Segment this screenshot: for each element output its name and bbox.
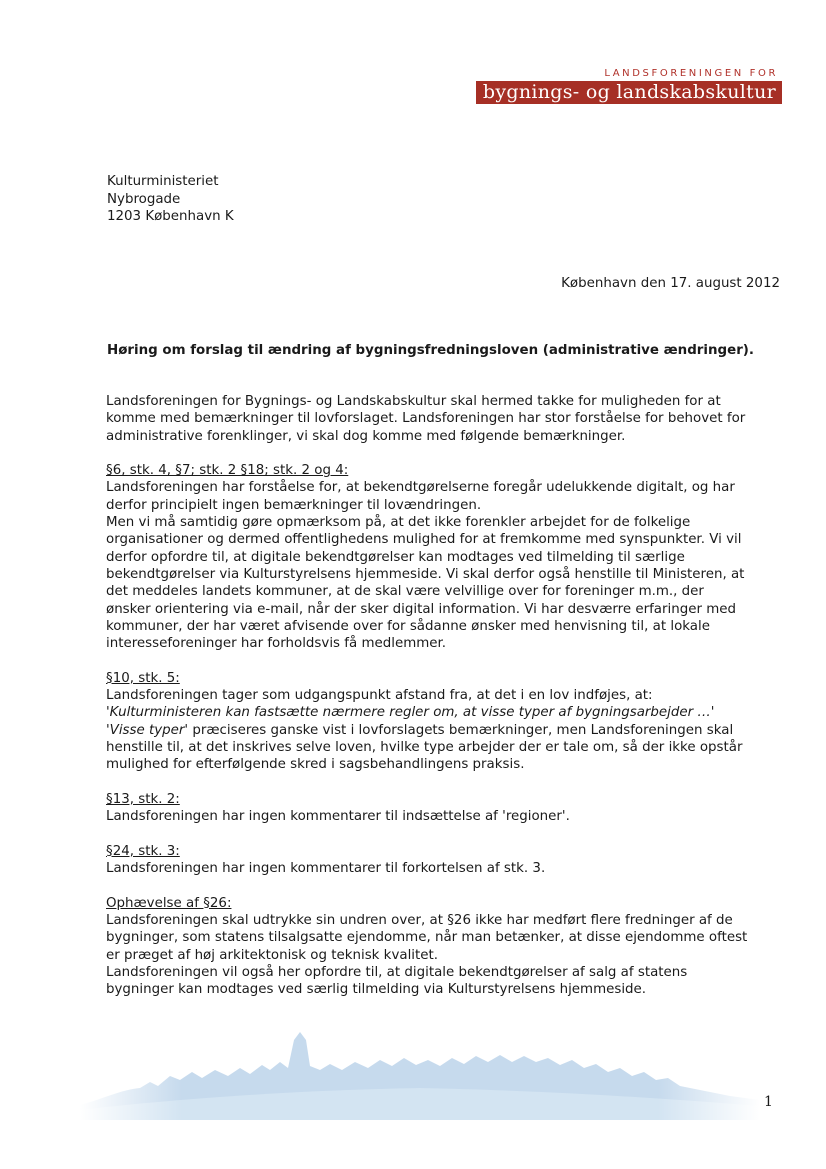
text-line: Landsforeningen for Bygnings- og Landskabskultur skal hermed takke for muligheden for at xyxy=(106,394,721,409)
text-line: komme med bemærkninger til lovforslaget. Landsforeningen har stor forståelse for behovet for xyxy=(106,411,746,427)
text-line: Landsforeningen har ingen kommentarer til forkortelsen af stk. 3. xyxy=(106,861,546,877)
section-24 xyxy=(106,843,786,878)
text-line: derfor opfordre til, at digitale bekendtgørelser kan modtages ved tilmelding til særlige xyxy=(106,549,685,565)
text-line: Landsforeningen tager som udgangspunkt afstand fra, at det i en lov indføjes, at: xyxy=(106,688,653,704)
text-line: derfor principielt ingen bemærkninger til lovændringen. xyxy=(106,497,482,513)
text-line: det meddeles landets kommuner, at de skal være velvillige over for foreninger m.m., der xyxy=(106,584,704,600)
text-line: er præget af høj arkitektonisk og teknisk kvalitet. xyxy=(106,947,439,963)
letter-body xyxy=(106,393,786,1016)
section-26 xyxy=(106,895,786,999)
letter-date: København den 17. august 2012 xyxy=(561,276,780,291)
text-line: Landsforeningen skal udtrykke sin undren over, at §26 ikke har medført flere fredninger af de xyxy=(106,912,733,928)
recipient-address xyxy=(107,173,234,226)
section-heading: §10, stk. 5: xyxy=(106,670,180,686)
section-heading: §13, stk. 2: xyxy=(106,791,180,807)
text-line: kommuner, der har været afvisende over for sådanne ønsker med henvisning til, at lokale xyxy=(106,618,710,634)
text-line: Men vi må samtidig gøre opmærksom på, at det ikke forenkler arbejdet for de folkelige xyxy=(106,515,691,531)
recipient-line: 1203 København K xyxy=(107,209,234,224)
text-line: ønsker orientering via e-mail, når der sker digital information. Vi har desværre erfaringer med xyxy=(106,601,737,617)
quote-line: 'Kulturministeren kan fastsætte nærmere regler om, at visse typer af bygningsarbejder …' xyxy=(106,705,715,721)
section-13 xyxy=(106,791,786,826)
text-line: Landsforeningen har forståelse for, at bekendtgørelserne foregår udelukkende digitalt, og har xyxy=(106,480,735,496)
section-heading: §24, stk. 3: xyxy=(106,843,180,859)
text-line: administrative forenklinger, vi skal dog komme med følgende bemærkninger. xyxy=(106,428,626,444)
text-line: organisationer og dermed offentlighedens mulighed for at fremkomme med synspunkter. Vi vil xyxy=(106,532,742,548)
letter-subject: Høring om forslag til ændring af bygningsfredningsloven (administrative ændringer). xyxy=(107,343,755,358)
text-line: mulighed for efterfølgende skred i sagsbehandlingens praksis. xyxy=(106,757,525,773)
text-line: Landsforeningen har ingen kommentarer til indsættelse af 'regioner'. xyxy=(106,809,570,825)
organization-logo xyxy=(482,68,782,108)
text-line: Landsforeningen vil også her opfordre til, at digitale bekendtgørelser af salg af statens xyxy=(106,964,688,980)
text-line: bekendtgørelser via Kulturstyrelsens hjemmeside. Vi skal derfor også henstille til Ministeren, at xyxy=(106,566,745,582)
quote-term: 'Visse typer' xyxy=(106,722,189,738)
text-line: interesseforeninger har forholdsvis få medlemmer. xyxy=(106,636,447,652)
text-line: bygninger kan modtages ved særlig tilmelding via Kulturstyrelsens hjemmeside. xyxy=(106,982,647,998)
section-6 xyxy=(106,462,786,652)
town-skyline-illustration xyxy=(80,1010,760,1120)
text-line xyxy=(106,722,786,739)
text-line: henstille til, at det inskrives selve loven, hvilke type arbejder der er tale om, så der ikke opstår xyxy=(106,739,743,755)
text-fragment: præciseres ganske vist i lovforslagets bemærkninger, men Landsforeningen skal xyxy=(188,722,734,738)
page-number: 1 xyxy=(764,1094,773,1110)
recipient-line: Kulturministeriet xyxy=(107,174,219,189)
text-line: bygninger, som statens tilsalgsatte ejendomme, når man betænker, at disse ejendomme oftest xyxy=(106,930,748,946)
section-heading: Ophævelse af §26: xyxy=(106,895,232,911)
section-heading: §6, stk. 4, §7; stk. 2 §18; stk. 2 og 4: xyxy=(106,463,349,479)
intro-paragraph xyxy=(106,393,786,445)
section-10 xyxy=(106,670,786,774)
logo-bar-text: bygnings- og landskabskultur xyxy=(476,81,782,104)
logo-top-line: LANDSFORENINGEN FOR xyxy=(604,68,778,79)
recipient-line: Nybrogade xyxy=(107,191,181,207)
